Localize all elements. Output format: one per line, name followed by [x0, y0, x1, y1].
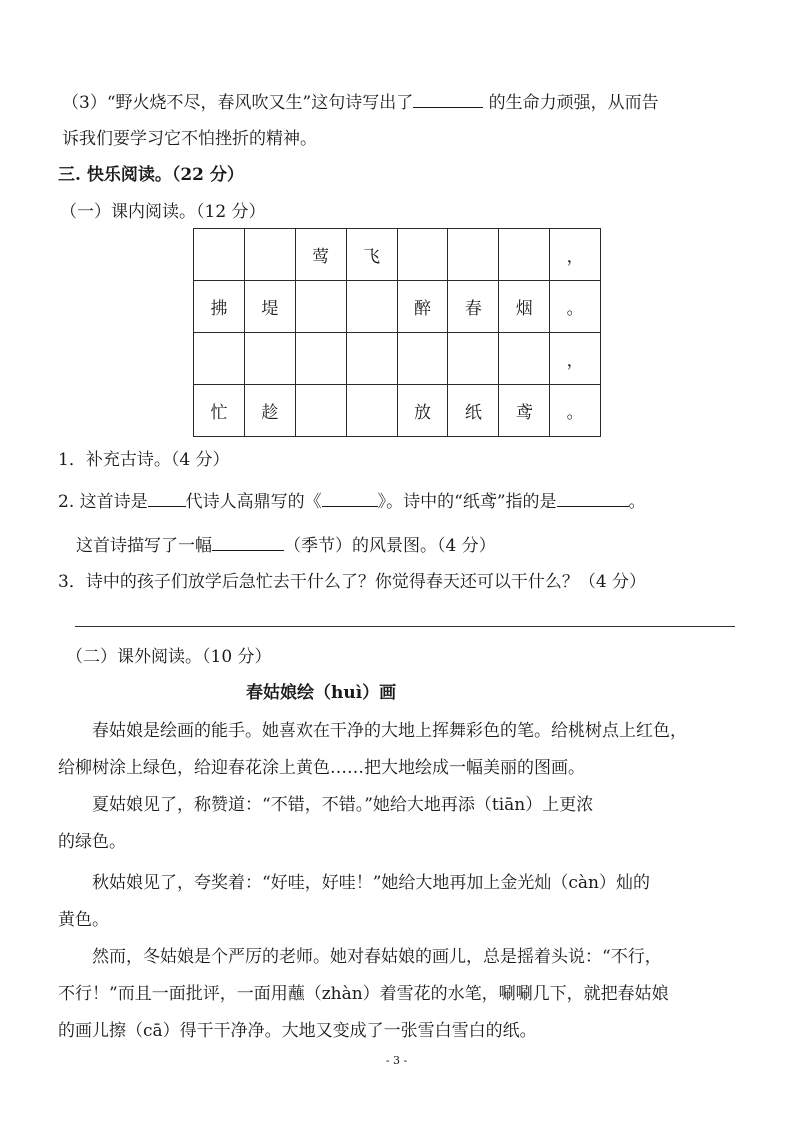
answer-line[interactable] [75, 626, 735, 627]
q2-text-c: 》。诗中的“纸鸢”指的是 [377, 492, 557, 512]
story-paragraph-line: 然而，冬姑娘是个严厉的老师。她对春姑娘的画儿，总是摇着头说：“不行， [92, 947, 662, 967]
q2-line2-text-a: 这首诗描写了一幅 [76, 536, 212, 556]
question-2-line1 [58, 490, 646, 513]
poem-cell: 烟 [499, 281, 550, 333]
poem-cell[interactable] [448, 229, 499, 281]
poem-cell[interactable] [295, 333, 346, 385]
story-paragraph-line: 夏姑娘见了，称赞道：“不错，不错。”她给大地再添（tiān）上更浓 [92, 795, 594, 815]
part1-title: （一）课内阅读。（12 分） [60, 202, 266, 222]
story-paragraph-line: 黄色。 [58, 910, 109, 930]
poem-cell[interactable] [244, 333, 295, 385]
poem-cell[interactable] [346, 385, 397, 437]
question-1: 1．补充古诗。（4 分） [58, 450, 230, 470]
poem-cell: 。 [550, 385, 601, 437]
poem-cell: ， [550, 333, 601, 385]
poem-cell: 醉 [397, 281, 448, 333]
poem-cell[interactable] [244, 229, 295, 281]
poem-cell: 趁 [244, 385, 295, 437]
poem-cell: 鸢 [499, 385, 550, 437]
poem-cell[interactable] [295, 385, 346, 437]
question-2-line2 [76, 534, 496, 557]
story-paragraph-line: 秋姑娘见了，夸奖着：“好哇，好哇！”她给大地再加上金光灿（càn）灿的 [92, 873, 650, 893]
poem-grid [193, 228, 601, 437]
zhiyuan-blank[interactable] [557, 490, 629, 507]
question-3: 3．诗中的孩子们放学后急忙去干什么了？你觉得春天还可以干什么？（4 分） [58, 572, 647, 592]
poem-cell: 放 [397, 385, 448, 437]
dynasty-blank[interactable] [148, 490, 186, 507]
poem-cell: 堤 [244, 281, 295, 333]
q2-text-a: 2. 这首诗是 [58, 492, 148, 512]
story-paragraph-line: 的绿色。 [58, 832, 126, 852]
poem-cell[interactable] [194, 229, 245, 281]
story-paragraph-line: 不行！”而且一面批评，一面用蘸（zhàn）着雪花的水笔，唰唰几下，就把春姑娘 [58, 984, 669, 1004]
poem-title-blank[interactable] [322, 490, 378, 507]
poem-cell: 拂 [194, 281, 245, 333]
poem-cell[interactable] [346, 281, 397, 333]
part2-title: （二）课外阅读。（10 分） [66, 647, 272, 667]
q3-line1 [62, 91, 659, 114]
q2-line2-text-b: （季节）的风景图。（4 分） [284, 536, 496, 556]
poem-cell: 春 [448, 281, 499, 333]
q2-text-d: 。 [628, 492, 646, 512]
poem-cell[interactable] [448, 333, 499, 385]
poem-row [194, 385, 601, 437]
q3-text-a: （3）“野火烧不尽，春风吹又生”这句诗写出了 [62, 93, 414, 113]
story-title: 春姑娘绘（huì）画 [246, 683, 397, 703]
story-paragraph-line: 给柳树涂上绿色，给迎春花涂上黄色……把大地绘成一幅美丽的图画。 [58, 758, 585, 778]
poem-cell: 。 [550, 281, 601, 333]
poem-cell[interactable] [499, 333, 550, 385]
q2-text-b: 代诗人高鼎写的《 [185, 492, 322, 512]
q3-text-b: 的生命力顽强，从而告 [488, 93, 659, 113]
poem-cell: 飞 [346, 229, 397, 281]
poem-cell: 纸 [448, 385, 499, 437]
page-number: - 3 - [385, 1054, 408, 1067]
answer-blank[interactable] [413, 91, 483, 108]
poem-cell[interactable] [397, 333, 448, 385]
poem-row [194, 333, 601, 385]
poem-cell[interactable] [346, 333, 397, 385]
q3-line2: 诉我们要学习它不怕挫折的精神。 [62, 129, 317, 149]
story-paragraph-line: 春姑娘是绘画的能手。她喜欢在干净的大地上挥舞彩色的笔。给桃树点上红色， [92, 721, 687, 741]
story-paragraph-line: 的画儿擦（cā）得干干净净。大地又变成了一张雪白雪白的纸。 [58, 1021, 537, 1041]
poem-cell[interactable] [499, 229, 550, 281]
season-blank[interactable] [212, 534, 284, 551]
poem-row [194, 281, 601, 333]
poem-cell: 莺 [295, 229, 346, 281]
poem-cell[interactable] [295, 281, 346, 333]
poem-row [194, 229, 601, 281]
poem-cell: ， [550, 229, 601, 281]
section3-title: 三. 快乐阅读。（22 分） [58, 165, 244, 185]
poem-cell[interactable] [397, 229, 448, 281]
poem-cell: 忙 [194, 385, 245, 437]
poem-cell[interactable] [194, 333, 245, 385]
